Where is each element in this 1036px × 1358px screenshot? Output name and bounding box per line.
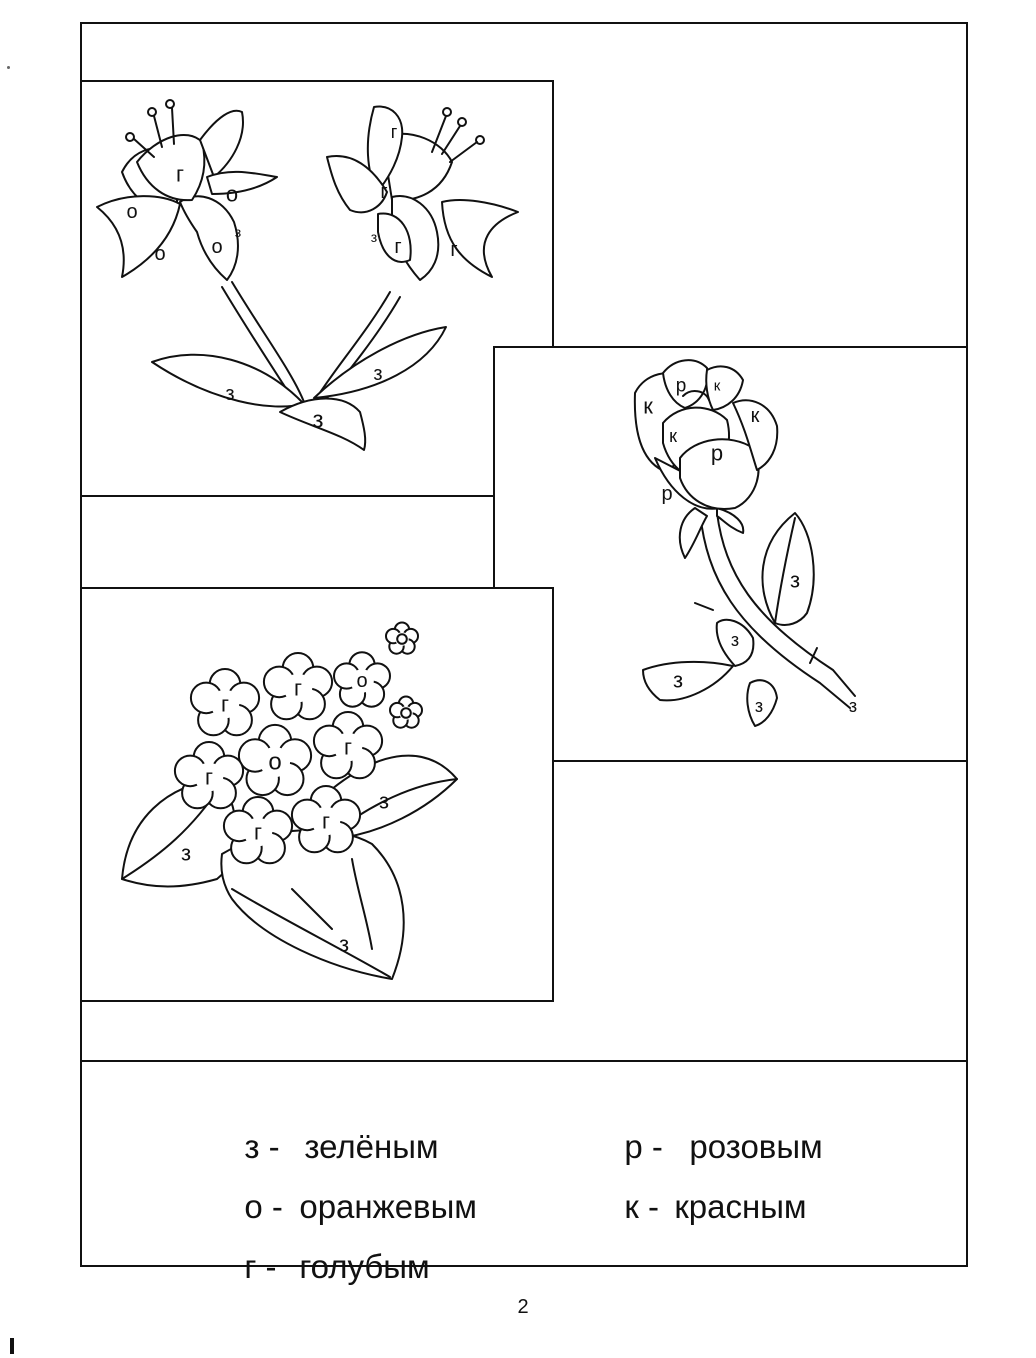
bouquet-label: з [378,788,390,814]
rose-label: к [643,393,653,419]
legend-word: зелёным [304,1128,439,1165]
rose-label: к [669,426,677,446]
rose-label: р [710,440,724,466]
iris-label: з [312,406,324,434]
rose-label: з [789,567,801,593]
iris-drawing [82,82,556,499]
bouquet-drawing [82,589,556,1004]
rose-sepal-right [717,508,743,533]
iris-label: г [394,236,402,258]
iris-label: з [373,363,383,385]
rose-label: к [750,405,760,427]
bouquet-label: г [204,764,214,790]
iris-label: з [370,229,378,245]
iris-right-stamen-3 [443,108,451,116]
legend-blue [226,1210,430,1286]
legend-letter: з - [244,1128,280,1165]
rose-label: з [754,696,764,716]
rose-label: з [672,667,684,693]
rose-leaf-right [762,513,813,625]
iris-label: з [225,383,235,405]
rose-label: р [675,375,687,397]
iris-label: о [211,236,223,258]
iris-left-stamen-1 [126,133,134,141]
iris-label: г [450,239,458,261]
bouquet-label: о [356,670,368,692]
bouquet-label: г [220,691,230,717]
legend-letter: к - [624,1188,659,1225]
bouquet-label: г [293,675,303,701]
bouquet-picture [80,587,554,1002]
bouquet-label: з [180,840,192,866]
legend-divider [80,1060,968,1062]
bouquet-flower [386,623,418,654]
rose-label: р [661,483,673,505]
iris-left-petal-low [97,196,180,277]
legend-red [606,1150,807,1226]
rose-label: з [848,696,858,716]
iris-label: о [154,243,166,265]
rose-label: з [730,630,740,650]
rose-label: к [713,377,721,395]
bouquet-flower-dot [401,708,411,718]
scan-speck [7,66,10,69]
bouquet-label: г [343,734,353,760]
iris-label: о [126,201,138,223]
legend-letter: р - [624,1128,663,1165]
legend-word: оранжевым [299,1188,477,1225]
bouquet-label: г [321,808,331,834]
iris-left-petal-top [200,111,243,177]
iris-left-stamen-2 [148,108,156,116]
legend-word: розовым [689,1128,823,1165]
rose-leaf-bottom-left [643,662,733,700]
iris-left-falls [180,196,238,280]
bouquet-label: з [338,931,350,957]
scan-edge-mark [10,1338,14,1354]
rose-picture [493,346,968,762]
bouquet-label: о [268,748,282,776]
iris-label: г [380,181,388,203]
bouquet-flower [390,697,422,728]
legend-letter: о - [244,1188,283,1225]
bouquet-flower-dot [397,634,407,644]
rose-drawing [495,348,970,764]
iris-label: г [175,161,185,187]
iris-left-stamen-3 [166,100,174,108]
iris-label: з [234,224,242,240]
bouquet-label: г [253,819,263,845]
legend-word: голубым [299,1248,430,1285]
iris-label: г [390,122,398,142]
iris-left-petal-right [207,172,277,194]
iris-right-stamen-1 [458,118,466,126]
legend-word: красным [674,1188,807,1225]
iris-label: о [225,181,239,207]
page-number: 2 [517,1296,529,1318]
iris-picture [80,80,554,497]
legend-letter: г - [244,1248,277,1285]
